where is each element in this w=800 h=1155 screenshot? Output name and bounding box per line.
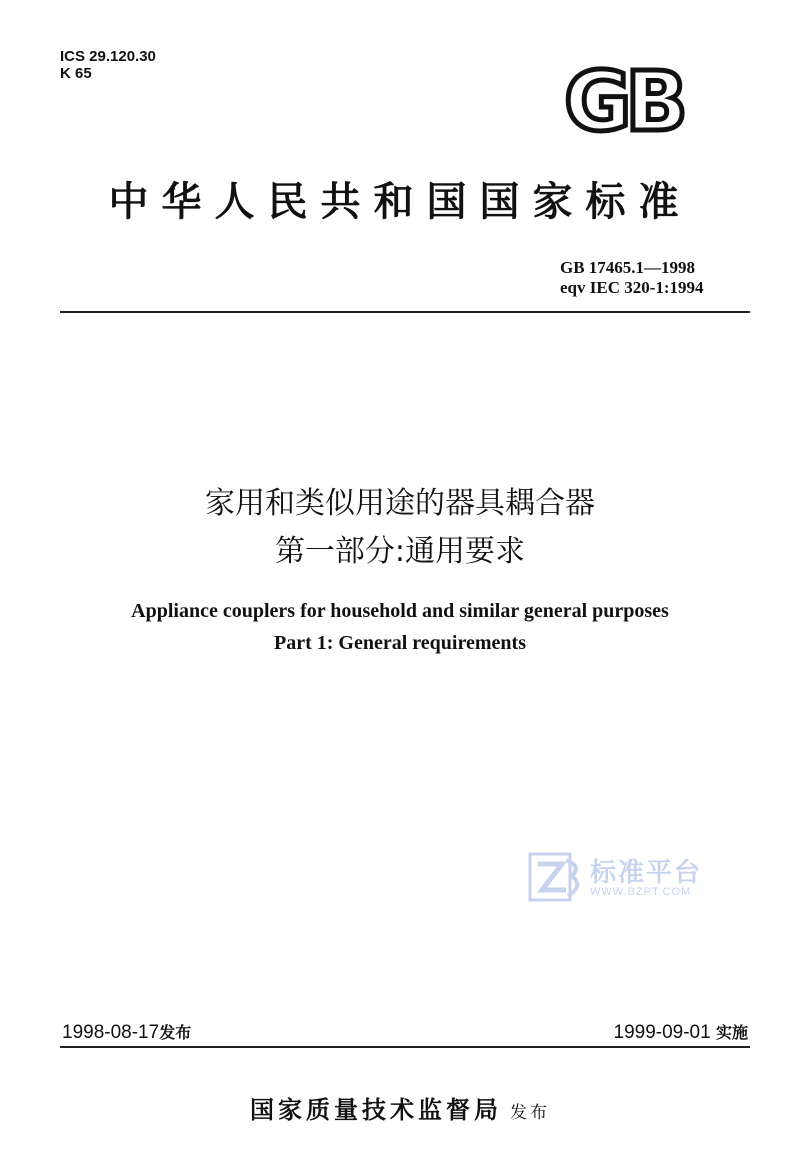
standard-equivalence: eqv IEC 320-1:1994 — [560, 278, 704, 297]
issued-date-value: 1998-08-17 — [62, 1022, 160, 1043]
watermark-url: WWW.BZPT.COM — [590, 886, 692, 898]
publisher — [0, 1090, 800, 1125]
standard-codes — [560, 258, 704, 298]
effective-date-value: 1999-09-01 — [613, 1022, 711, 1043]
ics-code: ICS 29.120.30 — [60, 48, 156, 65]
effective-date — [614, 1020, 749, 1044]
title-en-line1: Appliance couplers for household and similar general purposes — [131, 600, 669, 622]
publisher-org: 国家质量技术监督局 — [250, 1096, 502, 1124]
bottom-divider — [60, 1046, 750, 1048]
gb-logo — [548, 60, 698, 140]
national-standard-heading: 中华人民共和国国家标准 — [108, 179, 692, 225]
publisher-issue-label: 发布 — [510, 1103, 550, 1123]
watermark-logo-icon — [528, 852, 582, 902]
effective-date-suffix: 实施 — [715, 1023, 748, 1042]
watermark — [528, 852, 728, 910]
title-en-line2: Part 1: General requirements — [274, 632, 526, 654]
ccs-code: K 65 — [60, 65, 92, 82]
issued-date — [62, 1020, 191, 1044]
standard-number: GB 17465.1—1998 — [560, 258, 696, 277]
gb-logo-text: GB — [564, 60, 682, 140]
top-divider — [60, 311, 750, 313]
issued-date-suffix: 发布 — [159, 1023, 192, 1042]
classification-codes — [60, 48, 156, 82]
title-cn-line1: 家用和类似用途的器具耦合器 — [205, 486, 595, 521]
title-cn-line2: 第一部分:通用要求 — [274, 534, 526, 569]
watermark-text: 标准平台 — [590, 858, 703, 888]
